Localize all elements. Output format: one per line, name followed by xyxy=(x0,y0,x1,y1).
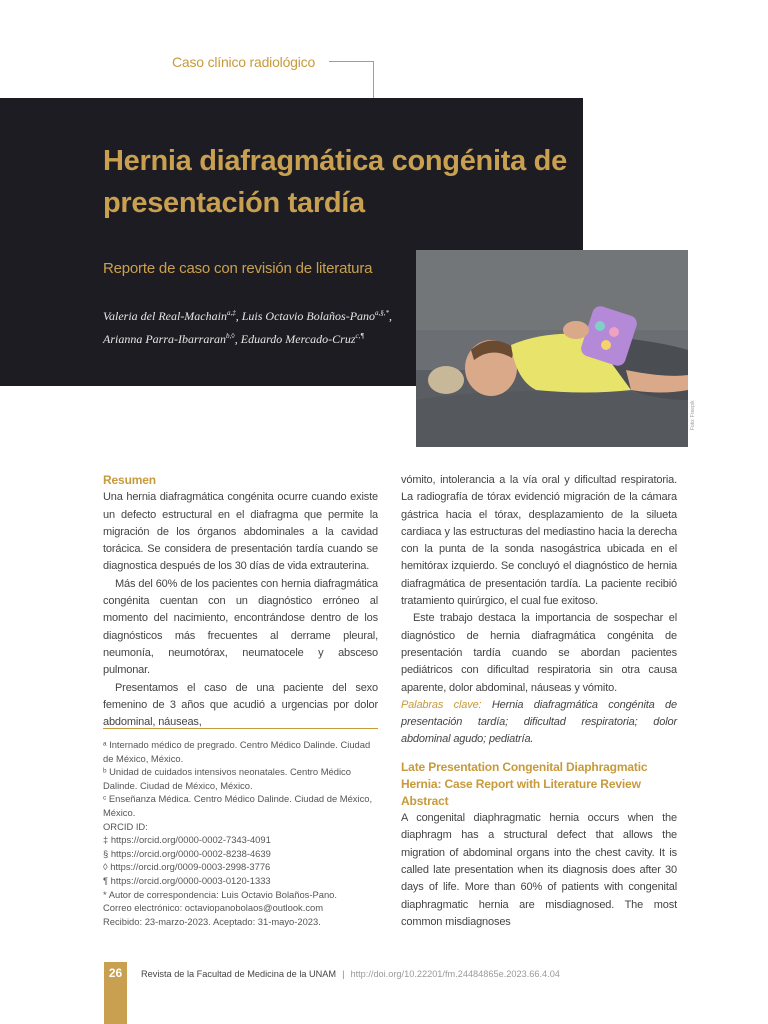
footnote-item: ‡ https://orcid.org/0000-0002-7343-4091 xyxy=(103,834,271,846)
article-title: Hernia diafragmática congénita de presentación tardía xyxy=(103,145,567,219)
footnote-item: ORCID ID: xyxy=(103,820,148,832)
resumen-heading: Resumen xyxy=(103,473,156,487)
footnote-item: ᵇ Unidad de cuidados intensivos neonatales. Centro Médico Dalinde. Ciudad de México, México. xyxy=(103,766,351,791)
journal-name: Revista de la Facultad de Medicina de la UNAM xyxy=(141,969,337,979)
section-divider xyxy=(329,61,373,62)
keywords-text: Hernia diafragmática congénita de presentación tardía; dificultad respiratoria; dolor abdominal agudo; pediatría. xyxy=(401,698,677,746)
author-affiliation: c,¶ xyxy=(355,332,365,340)
section-label: Caso clínico radiológico xyxy=(172,54,316,70)
footnote-item: Recibido: 23-marzo-2023. Aceptado: 31-mayo-2023. xyxy=(103,915,321,927)
author-name: Valeria del Real-Machain xyxy=(103,309,227,323)
doi-link[interactable]: http://doi.org/10.22201/fm.24484865e.2023.66.4.04 xyxy=(350,969,560,979)
abstract-heading: Abstract xyxy=(401,793,449,808)
footer-separator: | xyxy=(342,969,345,979)
child-sleeping-photo xyxy=(416,250,688,447)
footnotes xyxy=(103,738,378,928)
article-subtitle: Reporte de caso con revisión de literatura xyxy=(103,260,373,277)
abstract-left-column xyxy=(103,472,378,731)
english-title: Late Presentation Congenital Diaphragmatic Hernia: Case Report with Literature Review xyxy=(401,759,648,791)
author-affiliation: a,§,* xyxy=(375,309,390,317)
resumen-paragraph: Más del 60% de los pacientes con hernia diafragmática congénita cuentan con un diagnóstico erróneo al momento del nacimiento, encontrándose dentro de los diagnósticos más frecuentes al derrame pleural, neumonía, neumotórax, neumatocele y absceso pulmonar. xyxy=(103,577,378,677)
journal-footer xyxy=(141,969,560,979)
resumen-paragraph: Una hernia diafragmática congénita ocurre cuando existe un defecto estructural en el diafragma que permite la migración de los órganos abdominales a la cavidad torácica. Se considera de presentación tardía cuando se diagnostica después de los 30 días de vida extrauterina. xyxy=(103,491,378,573)
keywords xyxy=(401,697,677,749)
author-separator: , xyxy=(235,309,242,323)
footnote-item: ¶ https://orcid.org/0000-0003-0120-1333 xyxy=(103,874,271,886)
author-separator: , xyxy=(389,309,393,323)
resumen-paragraph: Este trabajo destaca la importancia de sospechar el diagnóstico de hernia diafragmática congénita de presentación tardía cuando se abordan pacientes pediátricos con dificultad respiratoria sin otra causa aparente, dolor abdominal, náuseas y vómito. xyxy=(401,612,677,694)
author-name: Eduardo Mercado-Cruz xyxy=(240,332,356,346)
resumen-paragraph: Presentamos el caso de una paciente del sexo femenino de 3 años que acudió a urgencias por dolor abdominal, náuseas, xyxy=(103,681,378,729)
footnote-divider xyxy=(103,728,378,729)
abstract-paragraph: A congenital diaphragmatic hernia occurs when the diaphragm has a structural defect that allows the migration of abdominal organs into the chest cavity. It is called late presentation when its diagnosis does after 30 days of life. More than 60% of patients with congenital diaphragmatic hernia are misdiagnosed. The most common misdiagnoses xyxy=(401,812,677,928)
footnote-item: * Autor de correspondencia: Luis Octavio Bolaños-Pano. xyxy=(103,888,337,900)
author-list xyxy=(103,303,403,349)
page-number: 26 xyxy=(108,966,123,980)
author-affiliation: b,◊ xyxy=(226,332,235,340)
footnote-item: ◊ https://orcid.org/0009-0003-2998-3776 xyxy=(103,861,271,873)
photo-credit: Foto: Freepik xyxy=(690,400,696,430)
abstract-right-column xyxy=(401,472,677,931)
section-divider-vertical xyxy=(373,61,374,98)
footnote-item: ᵃ Internado médico de pregrado. Centro Médico Dalinde. Ciudad de México, México. xyxy=(103,739,371,764)
footnote-item: ᶜ Enseñanza Médica. Centro Médico Dalinde. Ciudad de México, México. xyxy=(103,793,373,818)
footnote-item: § https://orcid.org/0000-0002-8238-4639 xyxy=(103,847,271,859)
resumen-paragraph: vómito, intolerancia a la vía oral y dificultad respiratoria. La radiografía de tórax evidenció migración de la cámara gástrica hacia el tórax, desplazamiento de la silueta cardiaca y las estructuras del mediastino hacia la derecha con la punta de la sonda nasogástrica ubicada en el hemitórax izquierdo. Se concluyó el diagnóstico de hernia diafragmática de presentación tardía. La paciente recibió tratamiento quirúrgico, el cual fue exitoso. xyxy=(401,474,677,608)
photo-illustration xyxy=(416,250,688,447)
author-affiliation: a,‡ xyxy=(226,309,236,317)
author-name: Luis Octavio Bolaños-Pano xyxy=(241,309,376,323)
keywords-label: Palabras clave: xyxy=(401,698,482,711)
author-name: Arianna Parra-Ibarraran xyxy=(103,332,227,346)
author-separator: , xyxy=(234,332,241,346)
footnote-item: Correo electrónico: octaviopanobolaos@outlook.com xyxy=(103,902,324,914)
